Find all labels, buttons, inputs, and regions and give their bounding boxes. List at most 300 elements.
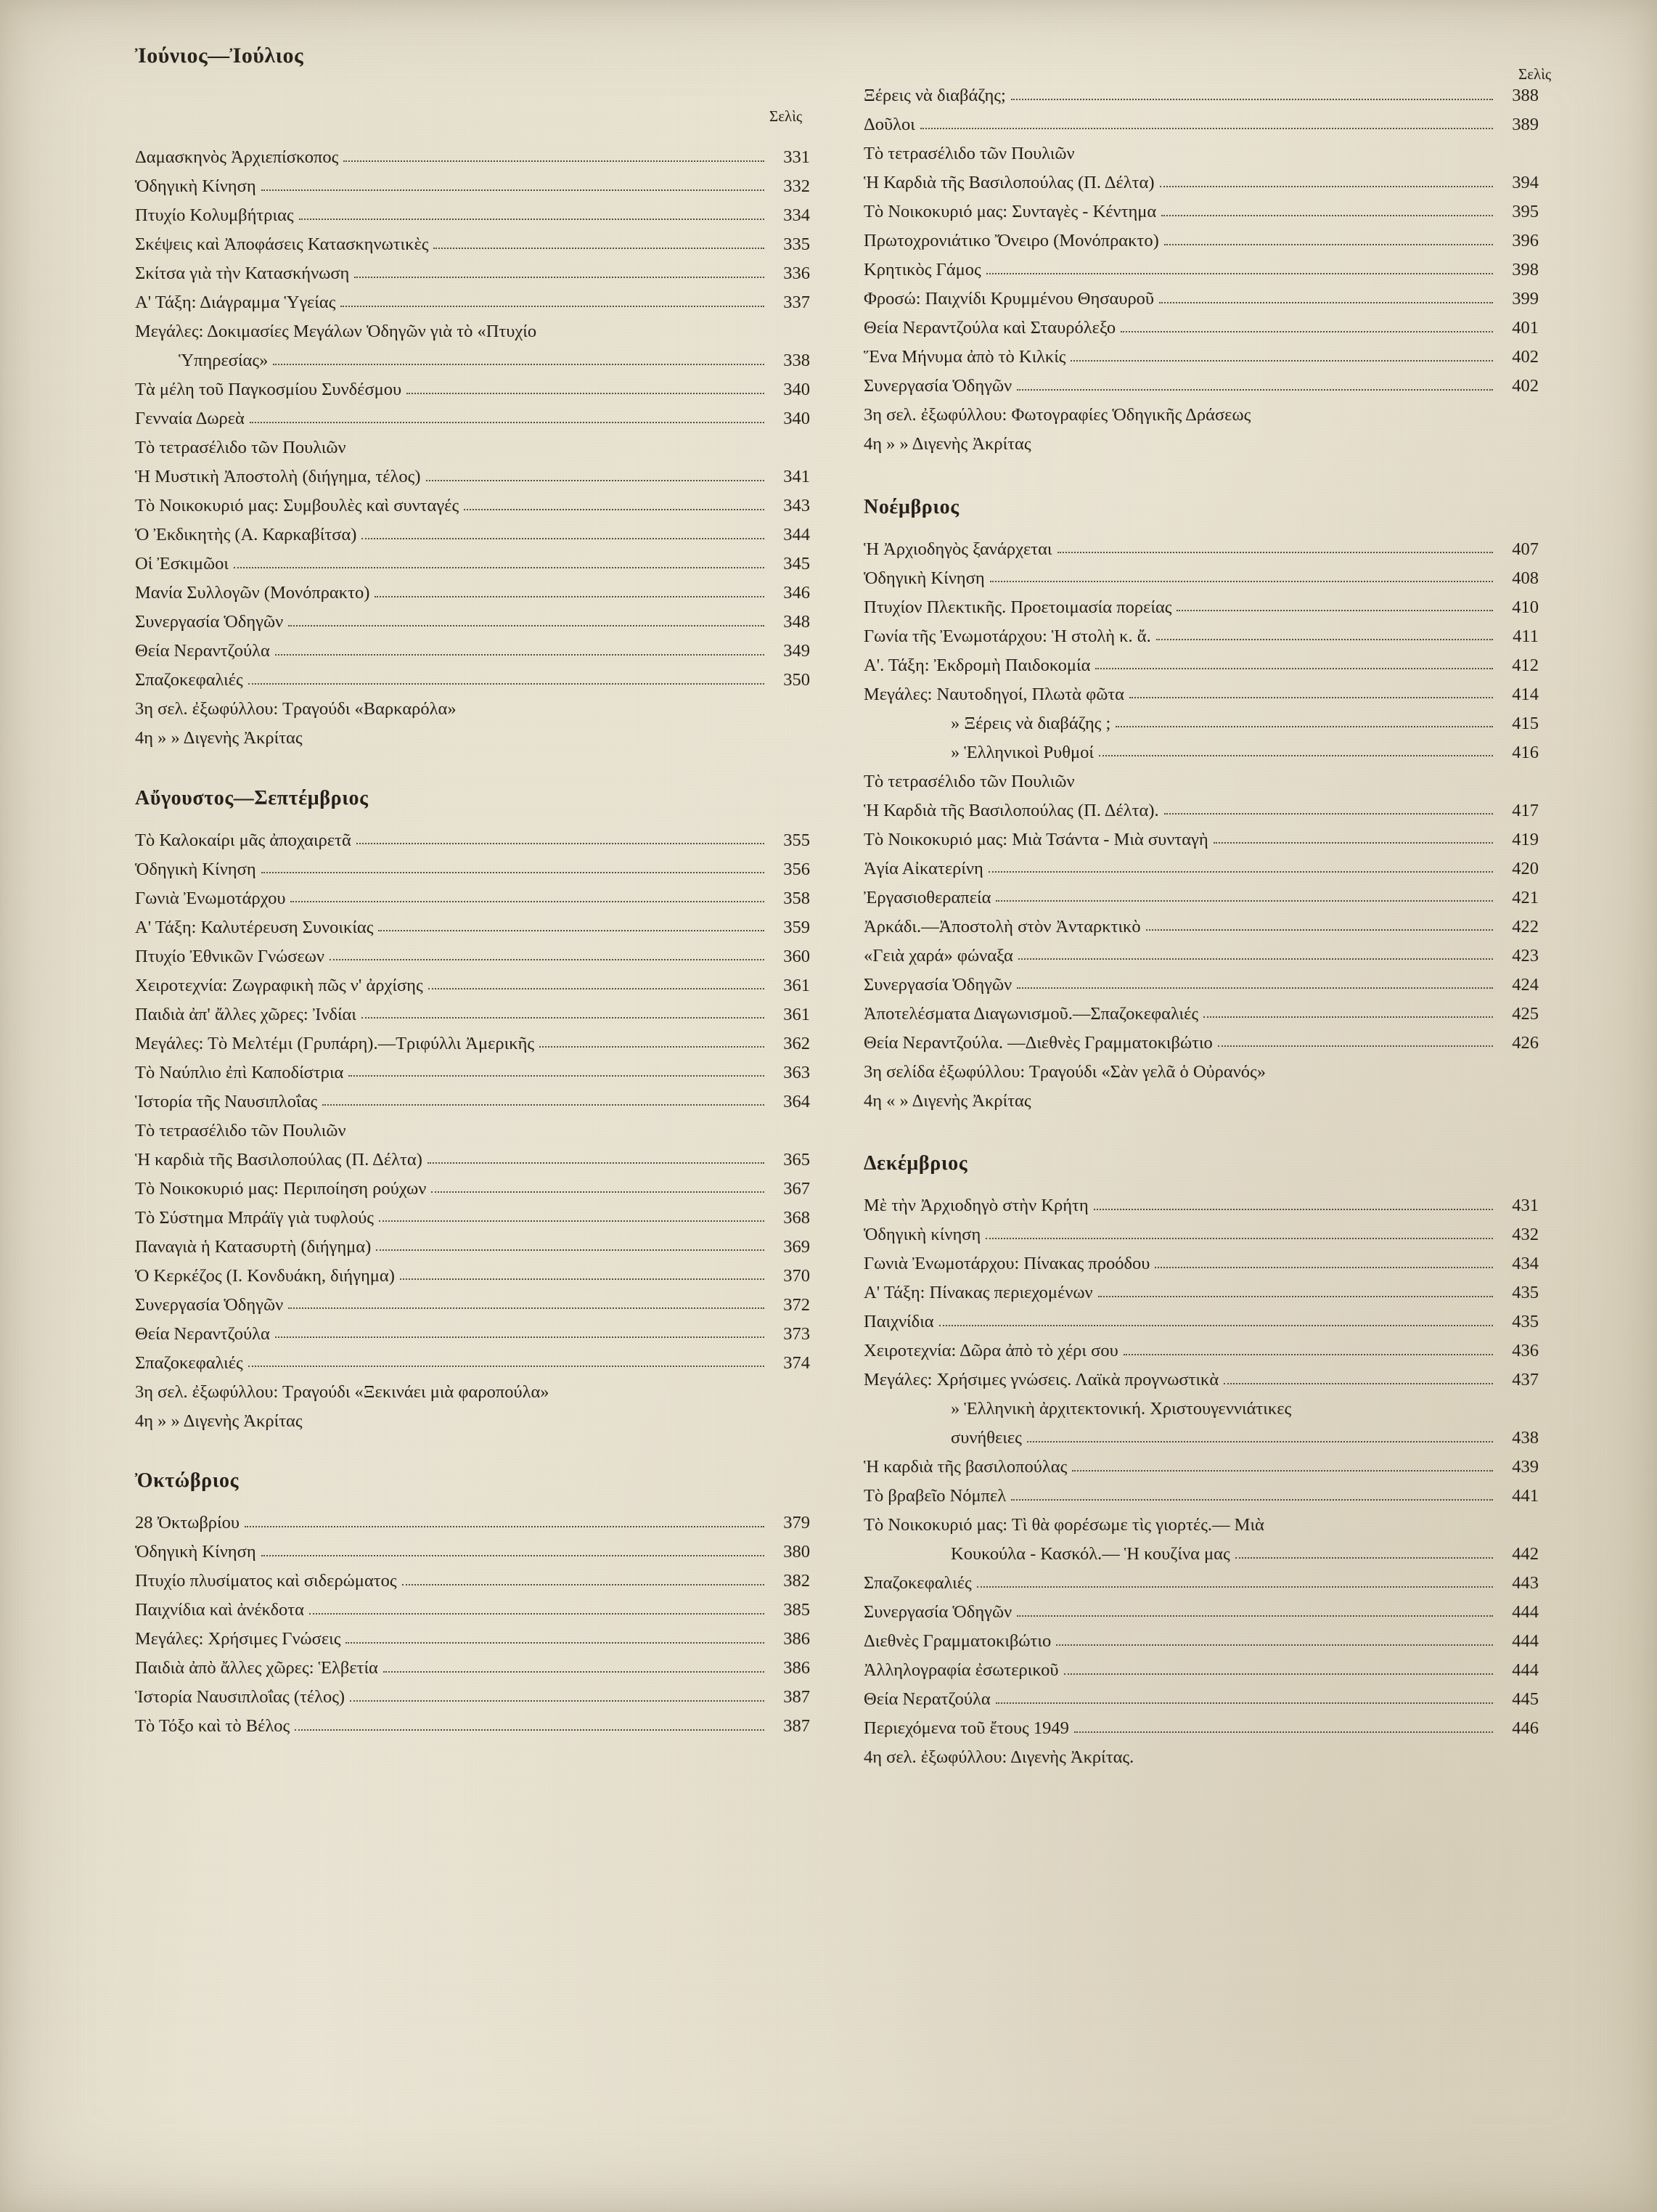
toc-entry-page: 441 — [1512, 1486, 1539, 1506]
toc-entry-title: Συνεργασία Ὁδηγῶν — [135, 1294, 284, 1315]
dot-leader — [1224, 1383, 1493, 1384]
toc-entry[interactable] — [135, 1294, 810, 1315]
toc-entry[interactable] — [135, 178, 810, 196]
toc-entry-title: Ἀλληλογραφία ἐσωτερικοῦ — [864, 1660, 1059, 1680]
toc-note: Τὸ τετρασέλιδο τῶν Πουλιῶν — [135, 1120, 346, 1140]
toc-entry[interactable] — [135, 672, 810, 690]
toc-entry[interactable] — [864, 599, 1539, 617]
toc-entry[interactable] — [864, 1720, 1539, 1738]
toc-entry[interactable] — [135, 1035, 810, 1053]
toc-entry-page: 335 — [783, 234, 810, 254]
toc-note: 4η σελ. ἐξωφύλλου: Διγενὴς Ἀκρίτας. — [864, 1747, 1134, 1767]
toc-entry-title: Α' Τάξη: Πίνακας περιεχομένων — [864, 1283, 1093, 1302]
dot-leader — [400, 1278, 764, 1280]
dot-leader — [248, 683, 764, 685]
toc-entry-page: 399 — [1512, 289, 1539, 309]
dot-leader — [248, 1366, 764, 1367]
toc-entry[interactable] — [864, 831, 1539, 849]
toc-entry-title: Παιχνίδια — [864, 1312, 934, 1331]
toc-entry[interactable] — [135, 1543, 810, 1562]
dot-leader — [1203, 1016, 1493, 1018]
toc-entry-title: Τὸ Νοικοκυριό μας: Συνταγὲς - Κέντημα — [864, 202, 1157, 221]
toc-entry-page: 435 — [1512, 1312, 1539, 1331]
dot-leader — [1121, 331, 1493, 332]
toc-entry[interactable] — [135, 497, 810, 515]
toc-entry[interactable] — [135, 1180, 810, 1199]
toc-entry-title: Μὲ τὴν Ἀρχιοδηγὸ στὴν Κρήτη — [864, 1196, 1089, 1215]
toc-entry[interactable] — [135, 1323, 810, 1344]
toc-entry-page: 363 — [783, 1062, 810, 1082]
toc-entry-title: Α'. Τάξη: Ἐκδρομὴ Παιδοκομία — [864, 655, 1091, 675]
toc-entry[interactable] — [135, 1265, 810, 1286]
toc-entry-title: Συνεργασία Ὁδηγῶν — [135, 612, 284, 632]
dot-leader — [340, 306, 764, 307]
toc-entry-title: Ἱστορία Ναυσιπλοΐας (τέλος) — [135, 1687, 345, 1707]
dot-leader — [330, 959, 764, 960]
toc-entry[interactable] — [135, 1689, 810, 1707]
toc-entry[interactable] — [135, 207, 810, 225]
dot-leader — [288, 1307, 764, 1309]
toc-entry[interactable] — [135, 294, 810, 312]
toc-entry-title: Σκίτσα γιὰ τὴν Κατασκήνωση — [135, 264, 350, 283]
section-heading: Αὔγουστος—Σεπτέμβριος — [135, 786, 369, 809]
toc-entry-title: Ἐργασιοθεραπεία — [864, 887, 991, 907]
dot-leader — [1156, 639, 1493, 640]
dot-leader — [996, 900, 1493, 902]
toc-entry[interactable] — [135, 919, 810, 937]
toc-entry-page: 444 — [1512, 1631, 1539, 1651]
toc-note: Μεγάλες: Δοκιμασίες Μεγάλων Ὁδηγῶν γιὰ τὸ «Πτυχίο — [135, 322, 537, 341]
dot-leader — [361, 538, 764, 539]
toc-entry-title: Κρητικὸς Γάμος — [864, 260, 981, 279]
toc-entry[interactable] — [135, 1572, 810, 1591]
toc-column-left — [135, 149, 810, 1747]
dot-leader — [234, 567, 764, 568]
dot-leader — [288, 625, 764, 627]
toc-entry-page: 396 — [1512, 231, 1539, 250]
toc-entry[interactable] — [864, 1284, 1539, 1302]
toc-entry-page: 421 — [1512, 887, 1539, 907]
toc-entry[interactable] — [135, 861, 810, 879]
toc-entry-title: Α' Τάξη: Καλυτέρευση Συνοικίας — [135, 917, 374, 937]
toc-entry-title: Ὁδηγικὴ Κίνηση — [135, 1542, 256, 1562]
toc-entry[interactable] — [135, 381, 810, 399]
toc-entry[interactable] — [864, 1691, 1539, 1709]
toc-entry[interactable] — [864, 686, 1539, 704]
toc-entry[interactable] — [864, 1662, 1539, 1680]
toc-entry[interactable] — [135, 236, 810, 254]
dot-leader — [1017, 987, 1493, 989]
toc-entry-title: Πτυχίο Ἐθνικῶν Γνώσεων — [135, 946, 324, 966]
toc-entry-title: Τὸ Νοικοκυριό μας: Συμβουλὲς καὶ συνταγές — [135, 496, 459, 515]
dot-leader — [299, 219, 764, 220]
toc-entry-page: 341 — [783, 467, 810, 486]
dot-leader — [433, 248, 764, 249]
dot-leader — [1098, 1296, 1493, 1297]
toc-note: Τὸ τετρασέλιδο τῶν Πουλιῶν — [864, 144, 1075, 163]
toc-entry-page: 402 — [1512, 347, 1539, 367]
toc-entry[interactable] — [135, 832, 810, 850]
toc-entry[interactable] — [864, 1546, 1539, 1564]
toc-entry[interactable] — [864, 918, 1539, 936]
dot-leader — [431, 1191, 764, 1193]
dot-leader — [350, 1700, 764, 1702]
toc-entry-page: 411 — [1513, 626, 1539, 646]
toc-entry[interactable] — [864, 1575, 1539, 1593]
toc-entry[interactable] — [864, 1005, 1539, 1024]
section-heading: Ὀκτώβριος — [135, 1469, 240, 1492]
toc-entry-title: Ἡ Καρδιὰ τῆς Βασιλοπούλας (Π. Δέλτα) — [864, 173, 1155, 192]
toc-entry-page: 379 — [783, 1513, 810, 1533]
toc-entry-page: 350 — [783, 670, 810, 690]
toc-entry-title: 28 Ὀκτωβρίου — [135, 1513, 240, 1533]
dot-leader — [1116, 726, 1493, 727]
toc-entry-page: 340 — [783, 380, 810, 399]
toc-entry[interactable] — [135, 1093, 810, 1111]
toc-entry-page: 332 — [783, 176, 810, 196]
toc-entry-page: 414 — [1512, 684, 1539, 704]
toc-entry-page: 435 — [1512, 1283, 1539, 1302]
toc-entry-title: Γωνιὰ Ἐνωμοτάρχου — [135, 888, 286, 908]
toc-entry-page: 362 — [783, 1033, 810, 1053]
toc-entry[interactable] — [135, 1006, 810, 1024]
toc-entry-title: Παιδιὰ ἀπὸ ἄλλες χῶρες: Ἑλβετία — [135, 1658, 378, 1678]
dot-leader — [356, 843, 764, 844]
dot-leader — [250, 422, 764, 423]
dot-leader — [1017, 1615, 1493, 1617]
toc-entry[interactable] — [864, 1371, 1539, 1389]
dot-leader — [343, 160, 764, 162]
toc-entry-title: Χειροτεχνία: Ζωγραφικὴ πῶς ν' ἀρχίσης — [135, 975, 423, 995]
toc-entry[interactable] — [135, 613, 810, 632]
toc-entry-title: Θεία Νερατζούλα — [864, 1689, 991, 1709]
dot-leader — [1017, 389, 1493, 391]
toc-entry[interactable] — [135, 526, 810, 544]
toc-note: 3η σελ. ἐξωφύλλου: Φωτογραφίες Ὁδηγικῆς Δράσεως — [864, 405, 1251, 425]
toc-entry[interactable] — [135, 1209, 810, 1228]
toc-entry-title: Τὸ Νοικοκυριό μας: Μιὰ Τσάντα - Μιὰ συνταγὴ — [864, 829, 1208, 849]
toc-entry-page: 373 — [783, 1323, 810, 1344]
toc-entry-page: 436 — [1512, 1341, 1539, 1360]
toc-entry-title: » Ἑλληνικοὶ Ρυθμοί — [951, 742, 1094, 762]
dot-leader — [245, 1526, 764, 1527]
dot-leader — [290, 901, 764, 902]
toc-entry[interactable] — [864, 1342, 1539, 1360]
toc-entry-title: Θεία Νεραντζούλα — [135, 641, 270, 661]
toc-entry[interactable] — [135, 1718, 810, 1736]
toc-entry[interactable] — [864, 628, 1539, 646]
toc-entry-title: Ὁ Ἐκδικητὴς (Α. Καρκαβίτσα) — [135, 525, 357, 544]
toc-entry-title: Πτυχίον Πλεκτικῆς. Προετοιμασία πορείας — [864, 597, 1172, 617]
section-heading: Δεκέμβριος — [864, 1152, 968, 1175]
toc-entry[interactable] — [135, 890, 810, 908]
toc-entry[interactable] — [864, 319, 1539, 338]
dot-leader — [986, 1238, 1493, 1239]
toc-entry-page: 394 — [1512, 173, 1539, 192]
toc-entry-page: 340 — [783, 409, 810, 428]
dot-leader — [1018, 958, 1493, 960]
toc-entry[interactable] — [135, 468, 810, 486]
toc-entry-title: Παναγιὰ ἡ Κατασυρτὴ (διήγημα) — [135, 1236, 372, 1257]
dot-leader — [920, 128, 1493, 129]
toc-entry[interactable] — [864, 1313, 1539, 1331]
dot-leader — [977, 1586, 1493, 1588]
toc-entry[interactable] — [135, 1660, 810, 1678]
toc-entry-page: 408 — [1512, 568, 1539, 588]
dot-leader — [376, 1249, 764, 1251]
toc-entry-title: Μεγάλες: Χρήσιμες γνώσεις. Λαϊκὰ προγνωστικὰ — [864, 1370, 1219, 1389]
toc-entry-page: 367 — [783, 1178, 810, 1199]
toc-entry[interactable] — [864, 657, 1539, 675]
toc-entry-page: 438 — [1512, 1428, 1539, 1448]
toc-entry-title: Ἡ Καρδιὰ τῆς Βασιλοπούλας (Π. Δέλτα). — [864, 800, 1159, 820]
dot-leader — [406, 393, 764, 394]
toc-entry-title: Χειροτεχνία: Δῶρα ἀπὸ τὸ χέρι σου — [864, 1341, 1118, 1360]
toc-entry-page: 345 — [783, 554, 810, 574]
toc-entry[interactable] — [864, 1226, 1539, 1244]
toc-entry-page: 382 — [783, 1571, 810, 1591]
toc-entry-title: Ἀποτελέσματα Διαγωνισμοῦ.—Σπαζοκεφαλιές — [864, 1003, 1199, 1024]
toc-entry[interactable] — [864, 377, 1539, 396]
dot-leader — [1011, 99, 1493, 100]
toc-entry[interactable] — [864, 1487, 1539, 1506]
toc-entry-title: Συνεργασία Ὁδηγῶν — [864, 376, 1012, 396]
dot-leader — [1235, 1557, 1493, 1559]
toc-entry[interactable] — [864, 87, 1539, 105]
toc-entry[interactable] — [135, 642, 810, 661]
dot-leader — [1146, 929, 1493, 931]
dot-leader — [996, 1702, 1493, 1704]
toc-entry-page: 415 — [1512, 713, 1539, 733]
dot-leader — [1099, 755, 1493, 756]
toc-entry-page: 337 — [783, 293, 810, 312]
toc-entry-title: Ἁγία Αἰκατερίνη — [864, 858, 983, 878]
dot-leader — [1159, 302, 1493, 303]
toc-entry-page: 361 — [783, 1004, 810, 1024]
toc-entry[interactable] — [864, 1429, 1539, 1448]
toc-entry-page: 389 — [1512, 115, 1539, 134]
toc-entry[interactable] — [864, 570, 1539, 588]
dot-leader — [275, 654, 764, 656]
toc-note: 3η σελ. ἐξωφύλλου: Τραγούδι «Ξεκινάει μιὰ φαροπούλα» — [135, 1382, 549, 1402]
dot-leader — [939, 1325, 1493, 1326]
column-label-right: Σελὶς — [1518, 65, 1552, 83]
toc-entry-title: Μεγάλες: Ναυτοδηγοί, Πλωτὰ φῶτα — [864, 684, 1125, 704]
toc-entry[interactable] — [135, 265, 810, 283]
toc-entry[interactable] — [864, 976, 1539, 995]
toc-entry[interactable] — [864, 889, 1539, 907]
toc-entry-page: 386 — [783, 1629, 810, 1649]
toc-entry-title: Α' Τάξη: Διάγραμμα Ὑγείας — [135, 293, 336, 312]
toc-entry-title: Τὸ Σύστημα Μπράϊγ γιὰ τυφλούς — [135, 1207, 374, 1228]
toc-entry-title: Ὁδηγικὴ Κίνηση — [864, 568, 985, 588]
dot-leader — [464, 509, 764, 510]
toc-entry-title: Ξέρεις νὰ διαβάζης; — [864, 86, 1006, 105]
toc-entry-page: 338 — [783, 351, 810, 370]
toc-entry[interactable] — [135, 977, 810, 995]
toc-entry[interactable] — [864, 290, 1539, 309]
toc-entry-title: Ἡ καρδιὰ τῆς βασιλοπούλας — [864, 1457, 1068, 1477]
toc-entry-title: «Γειὰ χαρά» φώναξα — [864, 945, 1013, 966]
section-heading: Νοέμβριος — [864, 495, 960, 518]
toc-entry[interactable] — [864, 1197, 1539, 1215]
toc-entry-title: Σπαζοκεφαλιές — [135, 670, 243, 690]
toc-entry[interactable] — [135, 1631, 810, 1649]
toc-entry[interactable] — [864, 947, 1539, 966]
toc-entry-title: Πτυχίο Κολυμβήτριας — [135, 205, 294, 225]
toc-note: 3η σελίδα ἐξωφύλλου: Τραγούδι «Σὰν γελᾶ ὁ Οὐρανός» — [864, 1061, 1267, 1082]
toc-entry-title: Τὸ Καλοκαίρι μᾶς ἀποχαιρετᾶ — [135, 830, 351, 850]
toc-entry-title: Ἡ Μυστικὴ Ἀποστολὴ (διήγημα, τέλος) — [135, 467, 421, 486]
toc-entry[interactable] — [135, 1601, 810, 1620]
toc-entry-title: Παιδιὰ ἀπ' ἄλλες χῶρες: Ἰνδίαι — [135, 1004, 356, 1024]
toc-note: 3η σελ. ἐξωφύλλου: Τραγούδι «Βαρκαρόλα» — [135, 699, 457, 719]
toc-entry-page: 348 — [783, 612, 810, 632]
toc-entry[interactable] — [135, 584, 810, 603]
toc-entry-page: 364 — [783, 1091, 810, 1111]
toc-entry-page: 439 — [1512, 1457, 1539, 1477]
toc-entry[interactable] — [135, 1514, 810, 1533]
toc-entry[interactable] — [864, 541, 1539, 559]
toc-note: Τὸ Νοικοκυριό μας: Τὶ θὰ φορέσωμε τὶς γιορτές.— Μιὰ — [864, 1515, 1264, 1535]
dot-leader — [361, 1017, 764, 1019]
dot-leader — [309, 1613, 764, 1615]
toc-entry-page: 359 — [783, 917, 810, 937]
toc-entry-page: 412 — [1512, 655, 1539, 675]
toc-note: 4η « » Διγενὴς Ἀκρίτας — [864, 1090, 1031, 1111]
toc-entry[interactable] — [864, 802, 1539, 820]
toc-entry-title: Γωνία τῆς Ἐνωμοτάρχου: Ἡ στολὴ κ. ἄ. — [864, 626, 1151, 646]
toc-entry[interactable] — [135, 555, 810, 574]
toc-entry[interactable] — [864, 715, 1539, 733]
dot-leader — [986, 273, 1493, 274]
toc-entry[interactable] — [864, 116, 1539, 134]
toc-entry-page: 432 — [1512, 1225, 1539, 1244]
toc-entry-title: Πτυχίο πλυσίματος καὶ σιδερώματος — [135, 1571, 397, 1591]
toc-entry[interactable] — [864, 1034, 1539, 1053]
dot-leader — [1072, 1470, 1493, 1472]
toc-entry-page: 422 — [1512, 916, 1539, 936]
toc-entry-page: 395 — [1512, 202, 1539, 221]
toc-entry[interactable] — [864, 203, 1539, 221]
toc-note: 4η » » Διγενὴς Ἀκρίτας — [135, 728, 303, 748]
dot-leader — [426, 480, 764, 481]
toc-entry[interactable] — [864, 744, 1539, 762]
toc-entry-page: 334 — [783, 205, 810, 225]
dot-leader — [1164, 244, 1493, 245]
toc-entry-page: 445 — [1512, 1689, 1539, 1709]
toc-entry[interactable] — [135, 352, 810, 370]
toc-entry-title: Οἱ Ἐσκιμῶοι — [135, 554, 229, 574]
toc-entry-page: 355 — [783, 830, 810, 850]
toc-entry-page: 420 — [1512, 858, 1539, 878]
toc-entry[interactable] — [135, 1151, 810, 1170]
toc-entry-title: Ἀρκάδι.—Ἀποστολὴ στὸν Ἀνταρκτικὸ — [864, 916, 1141, 936]
toc-entry-title: Τὸ Ναύπλιο ἐπὶ Καποδίστρια — [135, 1062, 344, 1082]
toc-entry-page: 370 — [783, 1265, 810, 1286]
toc-entry-title: Φροσώ: Παιχνίδι Κρυμμένου Θησαυροῦ — [864, 289, 1155, 309]
toc-entry-page: 358 — [783, 888, 810, 908]
toc-entry-page: 443 — [1512, 1573, 1539, 1593]
toc-entry-title: Σπαζοκεφαλιές — [135, 1352, 243, 1373]
dot-leader — [1177, 610, 1493, 611]
toc-entry-title: Δοῦλοι — [864, 115, 915, 134]
toc-entry-title: Παιχνίδια καὶ ἀνέκδοτα — [135, 1600, 304, 1620]
dot-leader — [348, 1075, 764, 1077]
toc-column-right — [864, 87, 1539, 1778]
toc-entry-title: Μεγάλες: Τὸ Μελτέμι (Γρυπάρη).—Τριφύλλι Ἀμερικῆς — [135, 1033, 535, 1053]
toc-entry-page: 346 — [783, 583, 810, 603]
toc-entry-title: Κουκούλα - Κασκόλ.— Ἡ κουζίνα μας — [951, 1544, 1230, 1564]
toc-entry-page: 444 — [1512, 1660, 1539, 1680]
toc-note: » Ἑλληνικὴ ἀρχιτεκτονική. Χριστουγεννιάτικες — [951, 1399, 1292, 1419]
toc-entry[interactable] — [135, 1352, 810, 1373]
toc-entry-title: Συνεργασία Ὁδηγῶν — [864, 1602, 1012, 1622]
toc-entry[interactable] — [864, 232, 1539, 250]
toc-entry[interactable] — [864, 1633, 1539, 1651]
toc-entry-page: 410 — [1512, 597, 1539, 617]
toc-entry-page: 446 — [1512, 1718, 1539, 1738]
toc-entry-page: 419 — [1512, 829, 1539, 849]
dot-leader — [378, 930, 764, 931]
toc-entry-page: 368 — [783, 1207, 810, 1228]
toc-entry[interactable] — [864, 1255, 1539, 1273]
toc-entry-title: Μανία Συλλογῶν (Μονόπρακτο) — [135, 583, 370, 603]
toc-entry-page: 426 — [1512, 1032, 1539, 1053]
toc-entry[interactable] — [135, 410, 810, 428]
dot-leader — [539, 1046, 764, 1048]
toc-entry-page: 386 — [783, 1658, 810, 1678]
toc-entry[interactable] — [864, 1458, 1539, 1477]
toc-entry[interactable] — [864, 348, 1539, 367]
toc-entry[interactable] — [135, 1238, 810, 1257]
toc-entry-title: Δαμασκηνὸς Ἀρχιεπίσκοπος — [135, 147, 339, 167]
toc-entry-page: 361 — [783, 975, 810, 995]
toc-entry-title: Ἡ Ἀρχιοδηγὸς ξανάρχεται — [864, 539, 1052, 559]
dot-leader — [1071, 360, 1493, 362]
toc-entry-page: 437 — [1512, 1370, 1539, 1389]
toc-entry-page: 380 — [783, 1542, 810, 1562]
toc-entry[interactable] — [135, 948, 810, 966]
dot-leader — [1056, 1644, 1493, 1646]
toc-note: Τὸ τετρασέλιδο τῶν Πουλιῶν — [864, 771, 1075, 791]
toc-entry-title: Θεία Νεραντζούλα καὶ Σταυρόλεξο — [864, 318, 1116, 338]
toc-entry[interactable] — [864, 261, 1539, 279]
toc-entry-page: 424 — [1512, 974, 1539, 995]
toc-entry-page: 336 — [783, 264, 810, 283]
dot-leader — [354, 277, 764, 278]
toc-entry-title: Ὁ Κερκέζος (Ι. Κονδυάκη, διήγημα) — [135, 1265, 395, 1286]
dot-leader — [1155, 1267, 1493, 1268]
toc-entry-title: Ἱστορία τῆς Ναυσιπλοΐας — [135, 1091, 318, 1111]
toc-entry-title: Ἕνα Μήνυμα ἀπὸ τὸ Κιλκίς — [864, 347, 1066, 367]
toc-entry-page: 344 — [783, 525, 810, 544]
dot-leader — [1164, 813, 1493, 815]
toc-entry[interactable] — [864, 174, 1539, 192]
dot-leader — [1124, 1354, 1493, 1355]
toc-entry-title: Τὸ βραβεῖο Νόμπελ — [864, 1486, 1007, 1506]
dot-leader — [1218, 1045, 1493, 1047]
toc-entry[interactable] — [864, 1604, 1539, 1622]
running-head: Ἰούνιος—Ἰούλιος — [135, 44, 304, 68]
toc-note: Τὸ τετρασέλιδο τῶν Πουλιῶν — [135, 438, 346, 457]
toc-entry-page: 416 — [1512, 742, 1539, 762]
toc-entry[interactable] — [135, 1064, 810, 1082]
toc-note: 4η » » Διγενὴς Ἀκρίτας — [864, 434, 1031, 454]
toc-entry[interactable] — [864, 860, 1539, 878]
toc-entry-title: Ὁδηγικὴ κίνηση — [864, 1225, 981, 1244]
toc-entry[interactable] — [135, 149, 810, 167]
